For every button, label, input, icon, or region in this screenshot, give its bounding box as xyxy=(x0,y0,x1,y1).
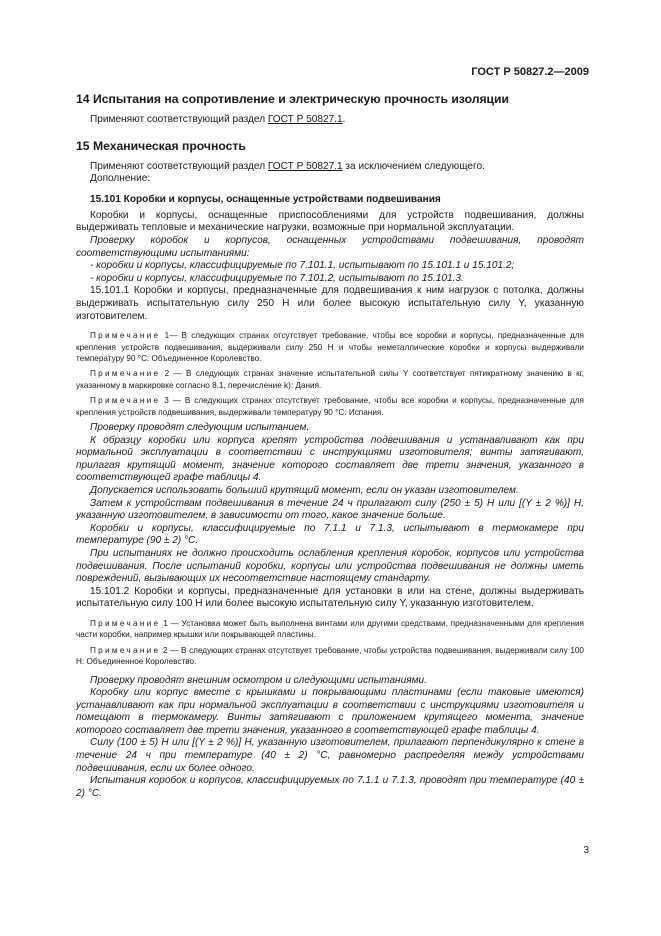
note: Примечание 1— В следующих странах отсутствует требование, чтобы все коробки и корпусы, предназначенные для крепления устройств подвешивания, выдерживали силу 250 Н и чтобы неметаллические коробки и корпусы выдерживали температуру 90 °С: Объединенное Королевство. xyxy=(76,331,584,363)
document-body xyxy=(76,92,584,800)
note: Примечание 2 — В следующих странах отсутствует требование, чтобы устройства подвешивания, выдерживали силу 100 Н: Объединенное Королевство. xyxy=(76,645,584,667)
standard-link[interactable]: ГОСТ Р 50827.1 xyxy=(267,160,343,172)
list-item: - коробки и корпусы, классифицируемые по 7.101.1, испытывают по 15.101.1 и 15.101.2; xyxy=(90,260,515,272)
paragraph: Проверку коробок и корпусов, оснащенных устройствами подвешивания, проводят соответствующими испытаниями: xyxy=(76,234,584,259)
paragraph: Коробки и корпусы, классифицируемые по 7.1.1 и 7.1.3, испытывают в термокамере при температуре (90 ± 2) °С. xyxy=(76,522,584,547)
section-15-heading: 15 Механическая прочность xyxy=(76,138,246,153)
note: Примечание 1 — Установка может быть выполнена винтами или другими средствами, предназначенными для крепления части коробки, например крышки или покрывающей пластины. xyxy=(76,618,584,640)
note: Примечание 3 — В следующих странах отсутствует требование, чтобы все коробки и корпусы, предназначенные для крепления устройств подвешивания, выдерживали температуру 90 °С: Испания. xyxy=(76,396,584,417)
paragraph: 15.101.1 Коробки и корпусы, предназначенные для подвешивания к ним нагрузок с потолка, должны выдерживать испытательную силу 250 Н или более высокую испытательную силу Y, указанную изготовителем. xyxy=(76,285,584,322)
section-15-text: Применяют соответствующий раздел ГОСТ Р 50827.1 за исключением следующего. xyxy=(90,160,485,172)
paragraph: Допускается использовать больший крутящий момент, если он указан изготовителем. xyxy=(90,484,519,496)
section-14-text: Применяют соответствующий раздел ГОСТ Р 50827.1. xyxy=(90,114,346,125)
list-item: - коробки и корпусы, классифицируемые по 7.101.2, испытывают по 15.101.3. xyxy=(90,272,464,284)
section-15-addition: Дополнение: xyxy=(90,173,151,185)
note: Примечание 2 — В следующих странах значение испытательной силы Y соответствует пятикратному значению в кг, указанному в маркировке согласно 8.1, перечисление k): Дания. xyxy=(76,369,584,390)
paragraph: Испытания коробок и корпусов, классифицируемых по 7.1.1 и 7.1.3, проводят при температуре (40 ± 2) °С. xyxy=(76,775,584,799)
page-number: 3 xyxy=(583,845,589,856)
paragraph: Проверку проводят следующим испытанием. xyxy=(90,421,310,433)
paragraph: 15.101.2 Коробки и корпусы, предназначенные для установки в или на стене, должны выдерживать испытательную силу 100 Н или более высокую испытательную силу Y, указанную изготовителем. xyxy=(76,585,584,610)
section-14-heading: 14 Испытания на сопротивление и электрическую прочность изоляции xyxy=(76,92,510,106)
standard-link[interactable]: ГОСТ Р 50827.1 xyxy=(267,114,343,125)
paragraph: Затем к устройствам подвешивания в течение 24 ч прилагают силу (250 ± 5) Н или [(Y ± 2 %)] Н, указанную изготовителем, в зависимости от того, какое значение больше. xyxy=(76,497,584,522)
paragraph: Коробку или корпус вместе с крышками и покрывающими пластинами (если таковые имеются) устанавливают как при нормальной эксплуатации в соответствии с инструкциями изготовителя и помещают в термокамеру. Винты затягивают с приложением крутящего момента, значение которого составляет две трети значения, указанного в соответствующей графе таблицы 4. xyxy=(76,687,584,736)
paragraph: К образцу коробки или корпуса крепят устройства подвешивания и устанавливают как при нормальной эксплуатации в соответствии с инструкциями изготовителя; винты затягивают, прилагая крутящий момент, значение которого составляет две трети значения, указанного в соответствующей графе таблицы 4. xyxy=(76,434,584,484)
subsection-15-101-heading: 15.101 Коробки и корпусы, оснащенные устройствами подвешивания xyxy=(90,193,441,205)
paragraph: Коробки и корпусы, оснащенные приспособлениями для устройств подвешивания, должны выдерживать тепловые и механические нагрузки, возможные при нормальной эксплуатации. xyxy=(76,209,584,234)
paragraph: Силу (100 ± 5) Н или [(Y ± 2 %)] Н, указанную изготовителем, прилагают перпендикулярно к стене в течение 24 ч при температуре (40 ± 2) °С, равномерно распределяя между устройствами подвешивания, если их более одного. xyxy=(76,737,584,774)
document-header: ГОСТ Р 50827.2—2009 xyxy=(471,66,589,78)
paragraph: При испытаниях не должно происходить ослабления крепления коробок, корпусов или устройства подвешивания. После испытаний коробки, корпусы или устройства подвешивания не должны иметь повреждений, вызывающих их несоответствие настоящему стандарту. xyxy=(76,547,584,585)
paragraph: Проверку проводят внешним осмотром и следующими испытаниями. xyxy=(90,674,427,686)
